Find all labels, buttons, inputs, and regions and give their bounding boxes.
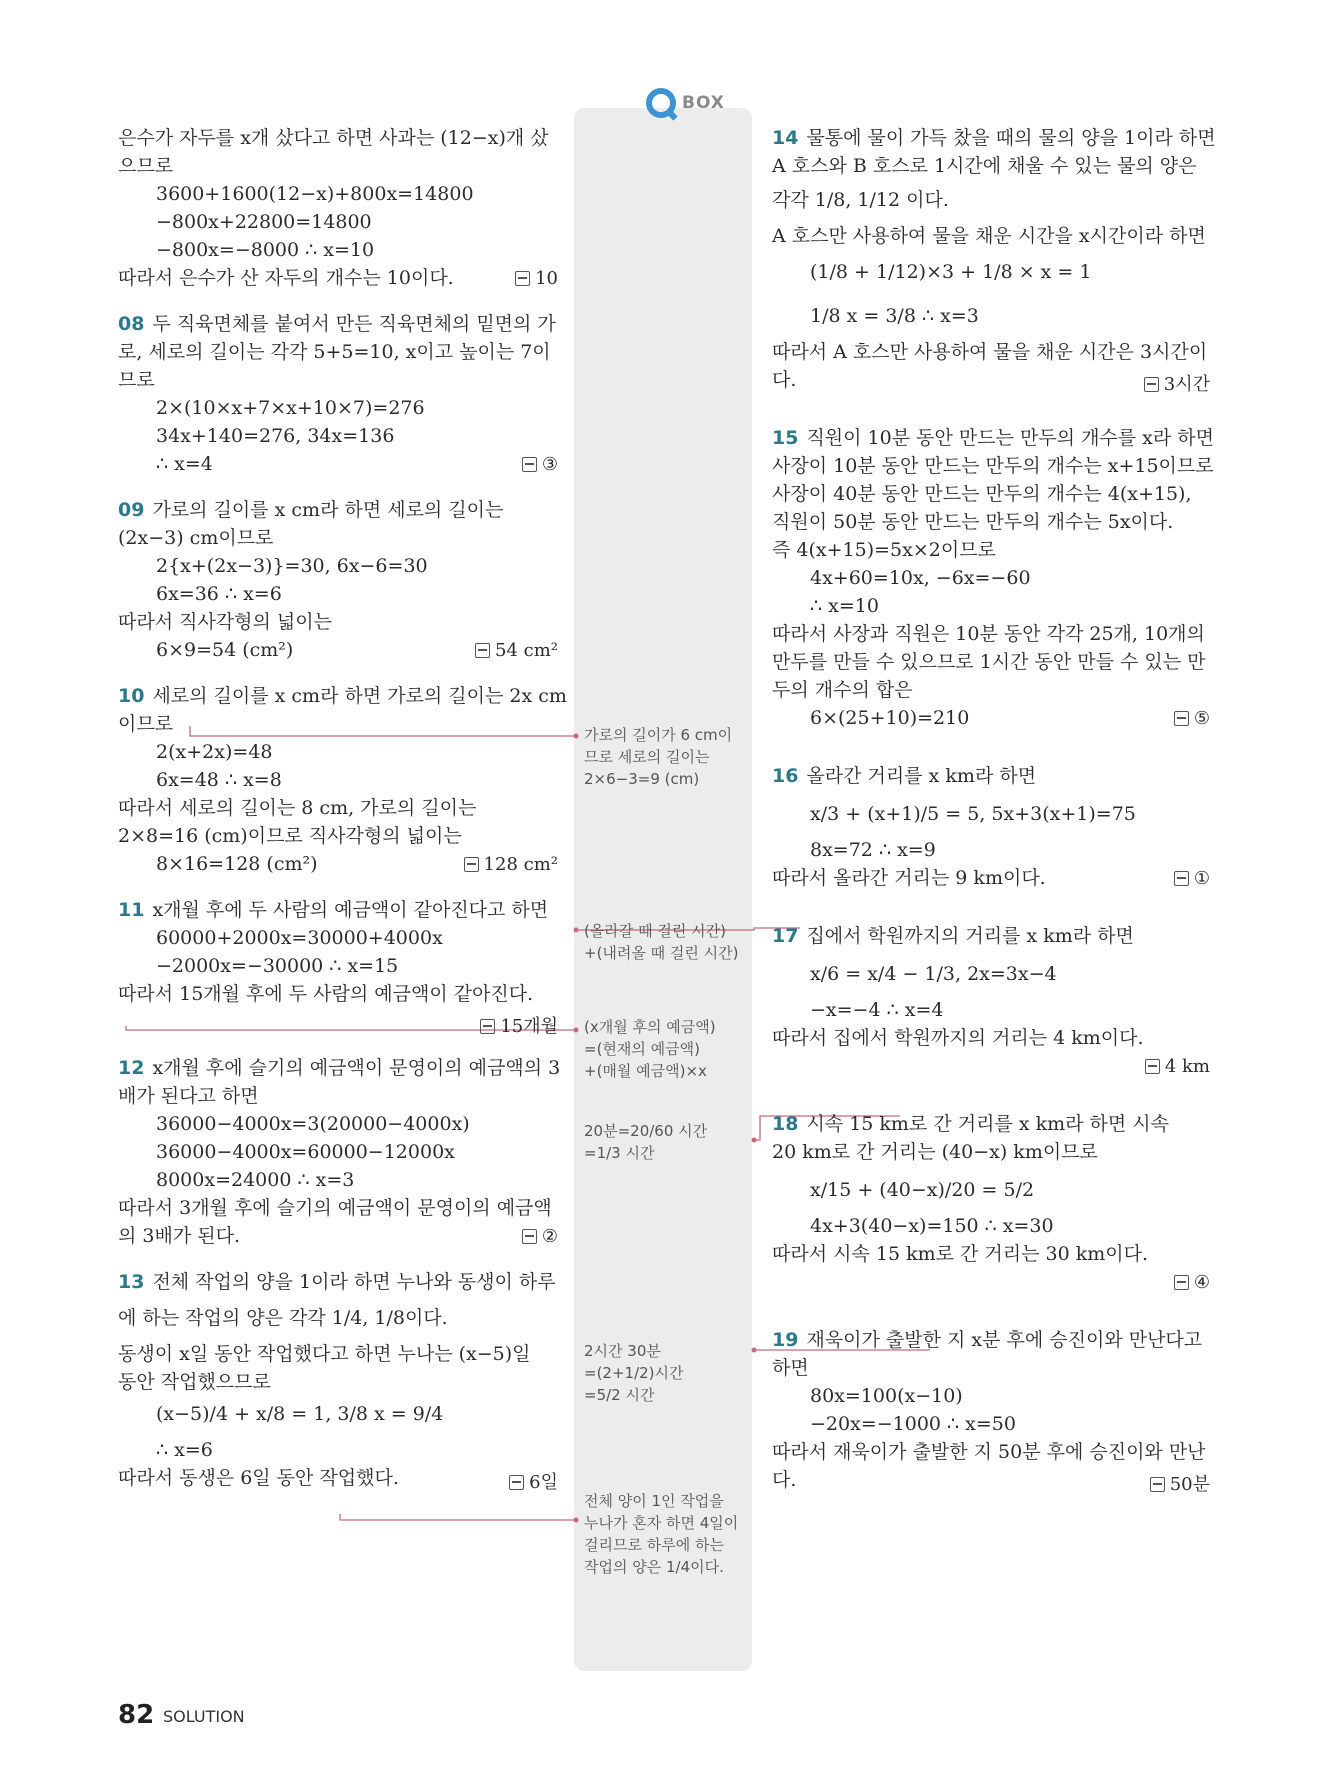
answer-icon	[475, 643, 490, 658]
text-line	[118, 766, 282, 794]
text-line	[772, 222, 1206, 250]
text-line	[118, 1304, 448, 1332]
answer-text: ⑤	[1193, 708, 1210, 729]
line-text: 2×(10×x+7×x+10×7)=276	[156, 397, 425, 419]
problem-number: 19	[772, 1329, 799, 1351]
line-text: 34x+140=276, 34x=136	[156, 425, 395, 447]
line-text: ∴ x=10	[810, 595, 879, 617]
text-line	[772, 864, 1046, 892]
text-line	[118, 822, 462, 850]
text-line	[772, 836, 936, 864]
text-line	[772, 676, 913, 704]
line-text: 전체 작업의 양을 1이라 하면 누나와 동생이 하루	[152, 1271, 556, 1293]
problem-number: 13	[118, 1271, 145, 1293]
line-text: 4x+3(40−x)=150 ∴ x=30	[810, 1215, 1054, 1237]
text-line	[118, 1194, 552, 1222]
text-line	[772, 800, 1136, 828]
text-line	[118, 1082, 259, 1110]
text-line	[772, 922, 1134, 950]
note-line: 므로 세로의 길이는	[584, 748, 710, 766]
line-text: x개월 후에 두 사람의 예금액이 같아진다고 하면	[152, 899, 549, 921]
box-label: BOX	[682, 93, 725, 113]
box-note	[584, 724, 749, 790]
line-text: 가로의 길이를 x cm라 하면 세로의 길이는	[152, 499, 504, 521]
answer-text: 6일	[529, 1472, 558, 1493]
problem-number: 09	[118, 499, 145, 521]
line-text: 따라서 동생은 6일 동안 작업했다.	[118, 1467, 399, 1489]
text-line	[118, 236, 374, 264]
answer-badge	[522, 454, 558, 475]
text-line	[772, 366, 796, 394]
text-line	[772, 1410, 1016, 1438]
text-line	[118, 524, 273, 552]
line-text: −800x+22800=14800	[156, 211, 372, 233]
text-line	[772, 424, 1214, 452]
line-text: 두 직육면체를 붙여서 만든 직육면체의 밑면의 가	[152, 313, 556, 335]
note-line: 2×6−3=9 (cm)	[584, 770, 700, 788]
text-line	[118, 924, 443, 952]
text-line	[118, 1110, 470, 1138]
text-line	[118, 1464, 399, 1492]
line-text: 은수가 자두를 x개 샀다고 하면 사과는 (12−x)개 샀	[118, 127, 549, 149]
answer-icon	[464, 857, 479, 872]
text-line	[772, 536, 996, 564]
line-text: 따라서 15개월 후에 두 사람의 예금액이 같아진다.	[118, 983, 534, 1005]
text-line	[772, 1326, 1202, 1354]
text-line	[772, 258, 1091, 286]
line-text: 4x+60=10x, −6x=−60	[810, 567, 1031, 589]
line-text: 8x=72 ∴ x=9	[810, 839, 936, 861]
line-text: 6x=36 ∴ x=6	[156, 583, 282, 605]
line-text: 2×8=16 (cm)이므로 직사각형의 넓이는	[118, 825, 462, 847]
line-text: (1/8 + 1/12)×3 + 1/8 × x = 1	[810, 261, 1092, 283]
line-text: 사장이 10분 동안 만드는 만두의 개수는 x+15이므로	[772, 455, 1214, 477]
text-line	[772, 1354, 809, 1382]
text-line	[118, 152, 173, 180]
answer-text: ②	[541, 1226, 558, 1247]
line-text: 물통에 물이 가득 찼을 때의 물의 양을 1이라 하면	[806, 127, 1216, 149]
answer-icon	[509, 1475, 524, 1490]
line-text: 하면	[772, 1357, 809, 1379]
line-text: 에 하는 작업의 양은 각각 1/4, 1/8이다.	[118, 1307, 448, 1329]
line-text: ∴ x=6	[156, 1439, 213, 1461]
text-line	[772, 1240, 1148, 1268]
note-line: 누나가 혼자 하면 4일이	[584, 1514, 739, 1532]
answer-icon	[1145, 1059, 1160, 1074]
answer-text: ①	[1193, 868, 1210, 889]
line-text: 따라서 세로의 길이는 8 cm, 가로의 길이는	[118, 797, 477, 819]
answer-text: 10	[535, 268, 558, 289]
line-text: −20x=−1000 ∴ x=50	[810, 1413, 1016, 1435]
line-text: A 호스만 사용하여 물을 채운 시간을 x시간이라 하면	[772, 225, 1206, 247]
text-line	[772, 592, 879, 620]
text-line	[118, 1138, 455, 1166]
text-line	[772, 1438, 1206, 1466]
text-line	[118, 552, 428, 580]
note-line: 전체 양이 1인 작업을	[584, 1492, 724, 1510]
line-text: 따라서 재욱이가 출발한 지 50분 후에 승진이와 만난	[772, 1441, 1206, 1463]
line-text: 직원이 10분 동안 만드는 만두의 개수를 x라 하면	[806, 427, 1214, 449]
text-line	[118, 1368, 271, 1396]
text-line	[772, 152, 1197, 180]
line-text: −800x=−8000 ∴ x=10	[156, 239, 375, 261]
answer-icon	[522, 1229, 537, 1244]
line-text: 따라서 직사각형의 넓이는	[118, 611, 332, 633]
line-text: 만두를 만들 수 있으므로 1시간 동안 만들 수 있는 만	[772, 651, 1206, 673]
text-line	[118, 180, 474, 208]
text-line	[118, 310, 556, 338]
text-line	[118, 636, 293, 664]
answer-badge	[480, 1012, 558, 1038]
text-line	[118, 608, 332, 636]
answer-icon	[522, 457, 537, 472]
line-text: 60000+2000x=30000+4000x	[156, 927, 443, 949]
text-line	[772, 704, 969, 732]
line-text: 동생이 x일 동안 작업했다고 하면 누나는 (x−5)일	[118, 1343, 531, 1365]
line-text: 이므로	[118, 713, 174, 735]
problem-number: 16	[772, 765, 799, 787]
note-line: =1/3 시간	[584, 1144, 655, 1162]
text-line	[118, 496, 503, 524]
text-line	[118, 952, 398, 980]
text-line	[118, 710, 173, 738]
answer-badge	[1145, 1056, 1210, 1077]
line-text: x개월 후에 슬기의 예금액이 문영이의 예금액의 3	[152, 1057, 561, 1079]
line-text: 므로	[118, 369, 155, 391]
line-text: 따라서 A 호스만 사용하여 물을 채운 시간은 3시간이	[772, 341, 1208, 363]
line-text: 다.	[772, 369, 797, 391]
line-text: −x=−4 ∴ x=4	[810, 999, 944, 1021]
text-line	[772, 452, 1214, 480]
answer-text: 50분	[1169, 1474, 1210, 1495]
line-text: 배가 된다고 하면	[118, 1085, 259, 1107]
line-text: 시속 15 km로 간 거리를 x km라 하면 시속	[806, 1113, 1169, 1135]
text-line	[772, 124, 1216, 152]
text-line	[772, 186, 949, 214]
answer-badge	[1174, 708, 1210, 729]
text-line	[772, 1138, 1098, 1166]
text-line	[772, 648, 1206, 676]
text-line	[118, 366, 155, 394]
answer-text: 128 cm²	[483, 854, 558, 875]
section-tag: SOLUTION	[163, 1707, 245, 1726]
answer-text: 54 cm²	[495, 640, 558, 661]
line-text: 다.	[772, 1469, 797, 1491]
text-line	[772, 1382, 963, 1410]
text-line	[118, 1268, 556, 1296]
problem-number: 14	[772, 127, 799, 149]
answer-icon	[1144, 377, 1159, 392]
text-line	[772, 1110, 1169, 1138]
line-text: 사장이 40분 동안 만드는 만두의 개수는 4(x+15),	[772, 483, 1192, 505]
line-text: −2000x=−30000 ∴ x=15	[156, 955, 399, 977]
note-line: +(내려올 때 걸린 시간)	[584, 944, 739, 962]
line-text: 올라간 거리를 x km라 하면	[806, 765, 1037, 787]
line-text: 두의 개수의 합은	[772, 679, 913, 701]
line-text: A 호스와 B 호스로 1시간에 채울 수 있는 물의 양은	[772, 155, 1197, 177]
text-line	[118, 980, 533, 1008]
box-note	[584, 920, 749, 964]
problem-number: 15	[772, 427, 799, 449]
text-line	[772, 338, 1207, 366]
box-note	[584, 1340, 749, 1406]
line-text: 8000x=24000 ∴ x=3	[156, 1169, 355, 1191]
text-line	[118, 1340, 531, 1368]
line-text: 집에서 학원까지의 거리를 x km라 하면	[806, 925, 1134, 947]
answer-badge	[509, 1468, 558, 1494]
note-line: =(현재의 예금액)	[584, 1040, 700, 1058]
problem-number: 11	[118, 899, 145, 921]
text-line	[772, 996, 943, 1024]
answer-badge	[515, 268, 558, 289]
text-line	[118, 682, 567, 710]
line-text: 36000−4000x=3(20000−4000x)	[156, 1113, 470, 1135]
line-text: x/6 = x/4 − 1/3, 2x=3x−4	[810, 963, 1057, 985]
line-text: 세로의 길이를 x cm라 하면 가로의 길이는 2x cm	[152, 685, 567, 707]
line-text: 즉 4(x+15)=5x×2이므로	[772, 539, 996, 561]
note-line: =(2+1/2)시간	[584, 1364, 684, 1382]
problem-number: 10	[118, 685, 145, 707]
line-text: ∴ x=4	[156, 453, 213, 475]
problem-number: 08	[118, 313, 145, 335]
box-note	[584, 1120, 749, 1164]
text-line	[772, 564, 1031, 592]
text-line	[118, 1400, 443, 1428]
answer-icon	[480, 1019, 495, 1034]
answer-icon	[1150, 1477, 1165, 1492]
answer-badge	[464, 854, 558, 875]
text-line	[772, 302, 979, 330]
line-text: 로, 세로의 길이는 각각 5+5=10, x이고 높이는 7이	[118, 341, 551, 363]
problem-number: 18	[772, 1113, 799, 1135]
line-text: 재욱이가 출발한 지 x분 후에 승진이와 만난다고	[806, 1329, 1203, 1351]
text-line	[118, 422, 394, 450]
answer-badge	[522, 1226, 558, 1247]
note-line: =5/2 시간	[584, 1386, 655, 1404]
line-text: 동안 작업했으므로	[118, 1371, 271, 1393]
box-note	[584, 1490, 749, 1578]
answer-text: ③	[541, 454, 558, 475]
line-text: 36000−4000x=60000−12000x	[156, 1141, 455, 1163]
text-line	[772, 480, 1192, 508]
answer-badge	[1144, 370, 1210, 396]
note-line: 가로의 길이가 6 cm이	[584, 726, 733, 744]
text-line	[118, 394, 425, 422]
note-line: (올라갈 때 걸린 시간)	[584, 922, 726, 940]
answer-icon	[1174, 1275, 1189, 1290]
answer-text: 4 km	[1164, 1056, 1210, 1077]
text-line	[118, 264, 454, 292]
text-line	[772, 1024, 1144, 1052]
text-line	[118, 896, 548, 924]
line-text: 으므로	[118, 155, 174, 177]
text-line	[118, 580, 282, 608]
line-text: 80x=100(x−10)	[810, 1385, 963, 1407]
text-line	[772, 960, 1057, 988]
text-line	[118, 738, 272, 766]
text-line	[772, 1212, 1054, 1240]
text-line	[118, 794, 476, 822]
line-text: 따라서 3개월 후에 슬기의 예금액이 문영이의 예금액	[118, 1197, 552, 1219]
note-line: 걸리므로 하루에 하는	[584, 1536, 724, 1554]
line-text: 6×(25+10)=210	[810, 707, 970, 729]
line-text: 20 km로 간 거리는 (40−x) km이므로	[772, 1141, 1098, 1163]
text-line	[118, 208, 372, 236]
note-line: 2시간 30분	[584, 1342, 661, 1360]
line-text: 1/8 x = 3/8 ∴ x=3	[810, 305, 979, 327]
note-line: 20분=20/60 시간	[584, 1122, 708, 1140]
text-line	[772, 1466, 796, 1494]
line-text: 6x=48 ∴ x=8	[156, 769, 282, 791]
text-line	[772, 620, 1205, 648]
line-text: 따라서 집에서 학원까지의 거리는 4 km이다.	[772, 1027, 1144, 1049]
line-text: 따라서 사장과 직원은 10분 동안 각각 25개, 10개의	[772, 623, 1205, 645]
line-text: 6×9=54 (cm²)	[156, 639, 294, 661]
problem-number: 12	[118, 1057, 145, 1079]
text-line	[118, 450, 213, 478]
text-line	[118, 124, 549, 152]
box-note	[584, 1016, 749, 1082]
answer-icon	[1174, 871, 1189, 886]
line-text: 따라서 시속 15 km로 간 거리는 30 km이다.	[772, 1243, 1148, 1265]
line-text: x/15 + (40−x)/20 = 5/2	[810, 1179, 1035, 1201]
note-line: 작업의 양은 1/4이다.	[584, 1558, 724, 1576]
text-line	[118, 338, 551, 366]
problem-number: 17	[772, 925, 799, 947]
line-text: x/3 + (x+1)/5 = 5, 5x+3(x+1)=75	[810, 803, 1136, 825]
text-line	[772, 1176, 1034, 1204]
line-text: 3600+1600(12−x)+800x=14800	[156, 183, 474, 205]
answer-icon	[515, 271, 530, 286]
text-line	[772, 762, 1036, 790]
line-text: 따라서 은수가 산 자두의 개수는 10이다.	[118, 267, 454, 289]
text-line	[118, 1166, 354, 1194]
answer-badge	[1174, 868, 1210, 889]
line-text: 2(x+2x)=48	[156, 741, 273, 763]
answer-badge	[475, 640, 558, 661]
answer-icon	[1174, 711, 1189, 726]
line-text: (2x−3) cm이므로	[118, 527, 274, 549]
line-text: 따라서 올라간 거리는 9 km이다.	[772, 867, 1046, 889]
text-line	[118, 850, 318, 878]
note-line: (x개월 후의 예금액)	[584, 1018, 716, 1036]
text-line	[118, 1222, 240, 1250]
answer-badge	[1150, 1470, 1210, 1496]
answer-text: 15개월	[500, 1016, 558, 1037]
note-line: +(매월 예금액)×x	[584, 1062, 707, 1080]
text-line	[118, 1436, 213, 1464]
answer-badge	[1174, 1272, 1210, 1293]
line-text: 직원이 50분 동안 만드는 만두의 개수는 5x이다.	[772, 511, 1174, 533]
text-line	[118, 1054, 560, 1082]
line-text: 각각 1/8, 1/12 이다.	[772, 189, 949, 211]
answer-text: 3시간	[1163, 374, 1210, 395]
text-line	[772, 508, 1173, 536]
page-number: 82	[118, 1700, 155, 1730]
line-text: (x−5)/4 + x/8 = 1, 3/8 x = 9/4	[156, 1403, 444, 1425]
line-text: 8×16=128 (cm²)	[156, 853, 318, 875]
answer-text: ④	[1193, 1272, 1210, 1293]
line-text: 2{x+(2x−3)}=30, 6x−6=30	[156, 555, 428, 577]
line-text: 의 3배가 된다.	[118, 1225, 240, 1247]
